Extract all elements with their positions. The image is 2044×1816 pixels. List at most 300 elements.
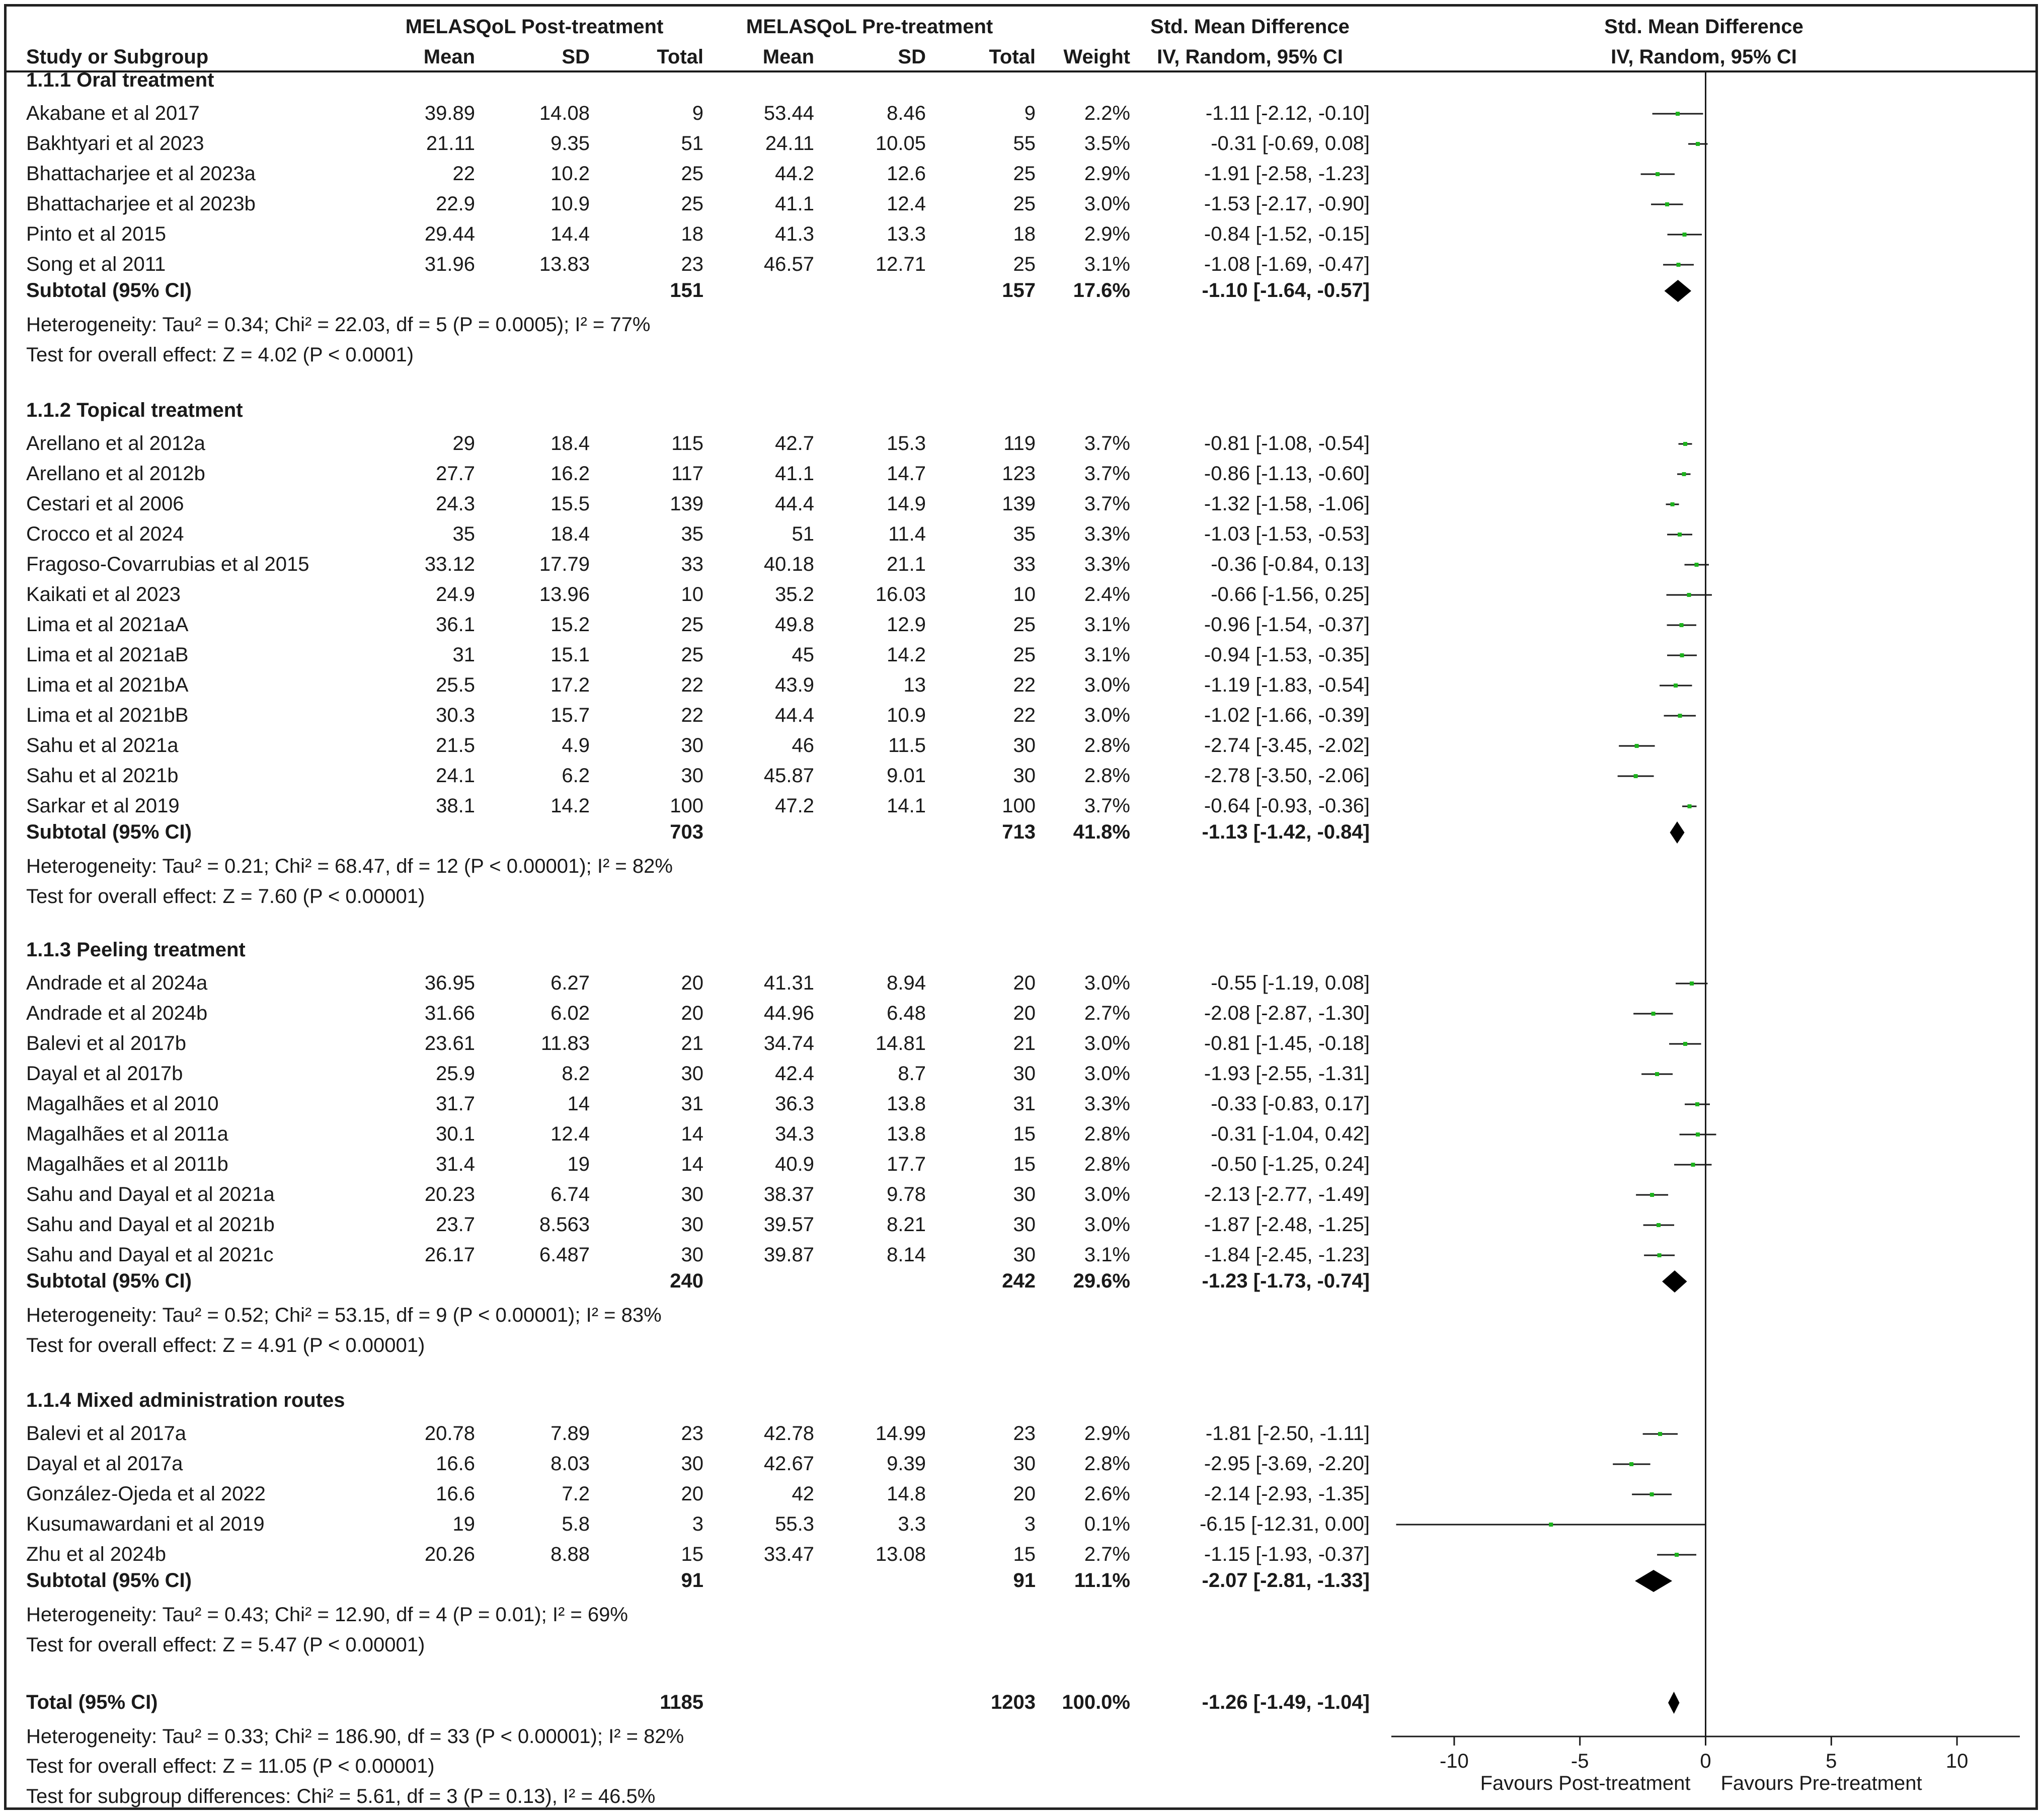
pre-total: 25 bbox=[1013, 253, 1036, 275]
post-mean: 31 bbox=[452, 644, 475, 666]
post-mean: 36.1 bbox=[436, 614, 475, 636]
study-name: Lima et al 2021bA bbox=[26, 674, 189, 696]
study-ci: -1.11 [-2.12, -0.10] bbox=[1205, 102, 1370, 124]
post-mean: 31.4 bbox=[436, 1153, 475, 1175]
study-name: Sahu and Dayal et al 2021a bbox=[26, 1183, 275, 1205]
study-name: Dayal et al 2017b bbox=[26, 1063, 183, 1085]
study-ci: -0.96 [-1.54, -0.37] bbox=[1204, 614, 1370, 636]
pre-sd: 14.81 bbox=[875, 1032, 926, 1054]
effect-point bbox=[1650, 1193, 1654, 1197]
pre-mean: 35.2 bbox=[775, 583, 814, 606]
pre-mean: 42.78 bbox=[763, 1422, 814, 1445]
post-sd: 14.08 bbox=[539, 102, 590, 124]
post-sd: 13.83 bbox=[539, 253, 590, 275]
post-mean: 23.7 bbox=[436, 1214, 475, 1236]
post-sd: 12.4 bbox=[551, 1123, 590, 1145]
pre-sd: 14.99 bbox=[875, 1422, 926, 1445]
study-name: Sarkar et al 2019 bbox=[26, 795, 180, 817]
study-name: Magalhães et al 2011b bbox=[26, 1153, 228, 1175]
post-sd: 9.35 bbox=[551, 132, 590, 155]
pre-sd: 16.03 bbox=[875, 583, 926, 606]
post-total: 30 bbox=[681, 765, 703, 787]
subtotal-weight: 11.1% bbox=[1074, 1569, 1130, 1592]
header-pre-mean: Mean bbox=[762, 46, 814, 68]
study-name: Sahu and Dayal et al 2021b bbox=[26, 1214, 275, 1236]
pre-sd: 14.1 bbox=[887, 795, 926, 817]
study-ci: -1.81 [-2.50, -1.11] bbox=[1205, 1422, 1370, 1445]
effect-point bbox=[1655, 1072, 1659, 1076]
header-method-plot: IV, Random, 95% CI bbox=[1611, 46, 1797, 68]
post-total: 23 bbox=[681, 253, 703, 275]
study-name: Dayal et al 2017a bbox=[26, 1453, 183, 1475]
pre-mean: 42 bbox=[792, 1483, 814, 1505]
study-name: Bhattacharjee et al 2023b bbox=[26, 193, 256, 215]
effect-point bbox=[1629, 1462, 1633, 1466]
post-sd: 4.9 bbox=[562, 734, 590, 756]
pre-sd: 14.2 bbox=[887, 644, 926, 666]
study-weight: 2.2% bbox=[1084, 102, 1130, 124]
effect-point bbox=[1680, 623, 1684, 627]
post-sd: 6.02 bbox=[551, 1002, 590, 1024]
study-ci: -1.87 [-2.48, -1.25] bbox=[1204, 1214, 1370, 1236]
study-ci: -2.14 [-2.93, -1.35] bbox=[1204, 1483, 1370, 1505]
subtotal-ci: -1.13 [-1.42, -0.84] bbox=[1202, 821, 1370, 843]
study-name: Andrade et al 2024b bbox=[26, 1002, 208, 1024]
pre-sd: 14.7 bbox=[887, 463, 926, 485]
post-sd: 8.2 bbox=[562, 1063, 590, 1085]
study-weight: 3.5% bbox=[1084, 132, 1130, 155]
post-mean: 39.89 bbox=[424, 102, 475, 124]
pre-total: 25 bbox=[1013, 644, 1036, 666]
post-sd: 8.03 bbox=[551, 1453, 590, 1475]
pre-mean: 34.74 bbox=[763, 1032, 814, 1054]
study-name: González-Ojeda et al 2022 bbox=[26, 1483, 266, 1505]
effect-point bbox=[1652, 1012, 1656, 1016]
study-name: Song et al 2011 bbox=[26, 253, 166, 275]
pre-total: 31 bbox=[1013, 1093, 1036, 1115]
subtotal-pre-total: 242 bbox=[1002, 1270, 1036, 1292]
post-sd: 17.79 bbox=[539, 553, 590, 575]
subgroup-title: 1.1.1 Oral treatment bbox=[26, 69, 214, 91]
post-sd: 18.4 bbox=[551, 432, 590, 455]
post-mean: 24.3 bbox=[436, 493, 475, 515]
heterogeneity-text: Heterogeneity: Tau² = 0.52; Chi² = 53.15, df = 9 (P < 0.00001); I² = 83% bbox=[26, 1304, 662, 1326]
pre-mean: 24.11 bbox=[765, 132, 814, 155]
post-sd: 10.2 bbox=[551, 163, 590, 185]
effect-point bbox=[1678, 714, 1682, 718]
pre-mean: 46 bbox=[792, 734, 814, 756]
post-total: 15 bbox=[681, 1543, 703, 1565]
header-smd-text: Std. Mean Difference bbox=[1150, 16, 1350, 38]
pre-sd: 9.39 bbox=[887, 1453, 926, 1475]
total-label: Total (95% CI) bbox=[26, 1691, 158, 1713]
effect-point bbox=[1683, 1042, 1687, 1046]
post-total: 18 bbox=[681, 223, 703, 245]
header-study: Study or Subgroup bbox=[26, 46, 209, 68]
study-ci: -1.32 [-1.58, -1.06] bbox=[1204, 493, 1370, 515]
post-sd: 11.83 bbox=[540, 1032, 590, 1054]
subtotal-weight: 17.6% bbox=[1073, 279, 1130, 301]
effect-point bbox=[1658, 1432, 1662, 1436]
study-weight: 3.1% bbox=[1084, 644, 1130, 666]
pre-sd: 17.7 bbox=[887, 1153, 926, 1175]
pre-total: 33 bbox=[1013, 553, 1036, 575]
effect-point bbox=[1683, 442, 1687, 446]
study-weight: 3.7% bbox=[1084, 493, 1130, 515]
post-sd: 15.7 bbox=[551, 704, 590, 726]
study-weight: 3.0% bbox=[1084, 1032, 1130, 1054]
post-mean: 22.9 bbox=[436, 193, 475, 215]
post-sd: 14.4 bbox=[551, 223, 590, 245]
total-ci: -1.26 [-1.49, -1.04] bbox=[1202, 1691, 1370, 1713]
post-sd: 5.8 bbox=[562, 1513, 590, 1535]
study-weight: 3.1% bbox=[1084, 1244, 1130, 1266]
subtotal-diamond bbox=[1665, 280, 1691, 302]
header-pre-sd: SD bbox=[898, 46, 926, 68]
subtotal-label: Subtotal (95% CI) bbox=[26, 279, 192, 301]
total-post-total: 1185 bbox=[660, 1691, 703, 1713]
post-total: 14 bbox=[681, 1153, 703, 1175]
study-ci: -1.93 [-2.55, -1.31] bbox=[1204, 1063, 1370, 1085]
study-weight: 2.7% bbox=[1084, 1543, 1130, 1565]
study-name: Lima et al 2021aA bbox=[26, 614, 189, 636]
study-ci: -1.03 [-1.53, -0.53] bbox=[1204, 523, 1370, 545]
header-post-total: Total bbox=[657, 46, 703, 68]
pre-mean: 38.37 bbox=[763, 1183, 814, 1205]
post-sd: 10.9 bbox=[551, 193, 590, 215]
post-total: 30 bbox=[681, 1183, 703, 1205]
pre-mean: 44.2 bbox=[775, 163, 814, 185]
study-weight: 2.9% bbox=[1084, 223, 1130, 245]
study-weight: 3.3% bbox=[1084, 523, 1130, 545]
pre-sd: 12.6 bbox=[887, 163, 926, 185]
study-ci: -0.31 [-0.69, 0.08] bbox=[1211, 132, 1370, 155]
study-name: Lima et al 2021aB bbox=[26, 644, 189, 666]
study-weight: 3.0% bbox=[1084, 1183, 1130, 1205]
study-weight: 3.0% bbox=[1084, 1063, 1130, 1085]
post-mean: 33.12 bbox=[424, 553, 475, 575]
post-total: 3 bbox=[692, 1513, 703, 1535]
post-sd: 18.4 bbox=[551, 523, 590, 545]
post-mean: 38.1 bbox=[436, 795, 475, 817]
post-mean: 20.23 bbox=[424, 1183, 475, 1205]
study-ci: -1.02 [-1.66, -0.39] bbox=[1204, 704, 1370, 726]
subtotal-pre-total: 157 bbox=[1002, 279, 1036, 301]
study-weight: 2.4% bbox=[1084, 583, 1130, 606]
total-weight: 100.0% bbox=[1062, 1691, 1130, 1713]
pre-sd: 10.05 bbox=[875, 132, 926, 155]
pre-mean: 44.4 bbox=[775, 704, 814, 726]
study-ci: -0.36 [-0.84, 0.13] bbox=[1211, 553, 1370, 575]
effect-point bbox=[1696, 1132, 1700, 1137]
study-weight: 2.9% bbox=[1084, 163, 1130, 185]
pre-sd: 6.48 bbox=[887, 1002, 926, 1024]
pre-total: 15 bbox=[1013, 1123, 1036, 1145]
pre-mean: 41.1 bbox=[775, 463, 814, 485]
pre-total: 23 bbox=[1013, 1422, 1036, 1445]
pre-total: 30 bbox=[1013, 765, 1036, 787]
pre-sd: 9.78 bbox=[887, 1183, 926, 1205]
post-sd: 8.88 bbox=[551, 1543, 590, 1565]
study-name: Pinto et al 2015 bbox=[26, 223, 166, 245]
study-name: Arellano et al 2012a bbox=[26, 432, 205, 455]
study-weight: 0.1% bbox=[1084, 1513, 1130, 1535]
subtotal-label: Subtotal (95% CI) bbox=[26, 1270, 192, 1292]
study-ci: -2.74 [-3.45, -2.02] bbox=[1204, 734, 1370, 756]
study-ci: -1.84 [-2.45, -1.23] bbox=[1204, 1244, 1370, 1266]
subtotal-post-total: 703 bbox=[670, 821, 703, 843]
study-weight: 3.1% bbox=[1084, 614, 1130, 636]
subgroup-title: 1.1.2 Topical treatment bbox=[26, 399, 243, 421]
study-weight: 3.7% bbox=[1084, 432, 1130, 455]
study-name: Fragoso-Covarrubias et al 2015 bbox=[26, 553, 309, 575]
study-ci: -2.95 [-3.69, -2.20] bbox=[1204, 1453, 1370, 1475]
pre-mean: 34.3 bbox=[775, 1123, 814, 1145]
post-mean: 29.44 bbox=[424, 223, 475, 245]
study-weight: 3.0% bbox=[1084, 704, 1130, 726]
post-mean: 36.95 bbox=[424, 972, 475, 994]
post-sd: 17.2 bbox=[551, 674, 590, 696]
overall-effect-text: Test for overall effect: Z = 4.02 (P < 0.0001) bbox=[26, 344, 414, 366]
pre-total: 25 bbox=[1013, 193, 1036, 215]
post-mean: 26.17 bbox=[424, 1244, 475, 1266]
effect-point bbox=[1696, 142, 1700, 146]
study-weight: 3.1% bbox=[1084, 253, 1130, 275]
post-total: 20 bbox=[681, 1002, 703, 1024]
study-ci: -0.33 [-0.83, 0.17] bbox=[1211, 1093, 1370, 1115]
pre-mean: 45 bbox=[792, 644, 814, 666]
post-mean: 22 bbox=[452, 163, 475, 185]
post-total: 30 bbox=[681, 1244, 703, 1266]
study-weight: 2.7% bbox=[1084, 1002, 1130, 1024]
subtotal-label: Subtotal (95% CI) bbox=[26, 1569, 192, 1592]
pre-sd: 8.46 bbox=[887, 102, 926, 124]
study-weight: 3.0% bbox=[1084, 193, 1130, 215]
header-weight: Weight bbox=[1063, 46, 1130, 68]
effect-point bbox=[1695, 563, 1699, 567]
effect-point bbox=[1634, 774, 1638, 778]
pre-total: 20 bbox=[1013, 972, 1036, 994]
pre-sd: 8.21 bbox=[887, 1214, 926, 1236]
pre-total: 18 bbox=[1013, 223, 1036, 245]
post-sd: 6.2 bbox=[562, 765, 590, 787]
post-sd: 13.96 bbox=[539, 583, 590, 606]
pre-total: 30 bbox=[1013, 1453, 1036, 1475]
effect-point bbox=[1690, 981, 1694, 986]
pre-sd: 12.4 bbox=[887, 193, 926, 215]
post-total: 9 bbox=[692, 102, 703, 124]
post-mean: 16.6 bbox=[436, 1453, 475, 1475]
subtotal-weight: 41.8% bbox=[1073, 821, 1130, 843]
pre-mean: 45.87 bbox=[763, 765, 814, 787]
pre-mean: 42.4 bbox=[775, 1063, 814, 1085]
study-weight: 3.0% bbox=[1084, 1214, 1130, 1236]
study-name: Magalhães et al 2010 bbox=[26, 1093, 219, 1115]
pre-sd: 8.14 bbox=[887, 1244, 926, 1266]
pre-total: 55 bbox=[1013, 132, 1036, 155]
study-ci: -0.66 [-1.56, 0.25] bbox=[1211, 583, 1370, 606]
post-mean: 30.3 bbox=[436, 704, 475, 726]
x-tick-label: -10 bbox=[1439, 1750, 1469, 1772]
pre-total: 25 bbox=[1013, 614, 1036, 636]
study-name: Kaikati et al 2023 bbox=[26, 583, 181, 606]
study-ci: -1.53 [-2.17, -0.90] bbox=[1204, 193, 1370, 215]
post-total: 25 bbox=[681, 644, 703, 666]
header-post-sd: SD bbox=[562, 46, 590, 68]
study-weight: 3.0% bbox=[1084, 972, 1130, 994]
study-weight: 3.7% bbox=[1084, 463, 1130, 485]
study-name: Arellano et al 2012b bbox=[26, 463, 205, 485]
effect-point bbox=[1671, 502, 1675, 506]
pre-total: 35 bbox=[1013, 523, 1036, 545]
study-name: Sahu and Dayal et al 2021c bbox=[26, 1244, 274, 1266]
subtotal-diamond bbox=[1635, 1570, 1672, 1592]
post-total: 20 bbox=[681, 1483, 703, 1505]
study-weight: 2.8% bbox=[1084, 1123, 1130, 1145]
study-name: Balevi et al 2017b bbox=[26, 1032, 187, 1054]
post-sd: 8.563 bbox=[539, 1214, 590, 1236]
subtotal-post-total: 151 bbox=[670, 279, 703, 301]
pre-total: 30 bbox=[1013, 1063, 1036, 1085]
pre-sd: 11.4 bbox=[888, 523, 926, 545]
pre-total: 20 bbox=[1013, 1002, 1036, 1024]
pre-mean: 46.57 bbox=[763, 253, 814, 275]
study-ci: -0.81 [-1.08, -0.54] bbox=[1204, 432, 1370, 455]
study-weight: 3.3% bbox=[1084, 1093, 1130, 1115]
pre-sd: 12.71 bbox=[875, 253, 926, 275]
subtotal-post-total: 91 bbox=[681, 1569, 703, 1592]
pre-mean: 33.47 bbox=[763, 1543, 814, 1565]
study-name: Lima et al 2021bB bbox=[26, 704, 189, 726]
study-name: Bakhtyari et al 2023 bbox=[26, 132, 204, 155]
header-smd-plot: Std. Mean Difference bbox=[1604, 16, 1803, 38]
pre-sd: 13.8 bbox=[887, 1093, 926, 1115]
subtotal-ci: -2.07 [-2.81, -1.33] bbox=[1202, 1569, 1370, 1592]
subtotal-diamond bbox=[1670, 821, 1685, 844]
subtotal-pre-total: 713 bbox=[1002, 821, 1036, 843]
pre-total: 21 bbox=[1013, 1032, 1036, 1054]
post-total: 115 bbox=[671, 432, 703, 455]
study-ci: -0.64 [-0.93, -0.36] bbox=[1204, 795, 1370, 817]
pre-sd: 13.3 bbox=[887, 223, 926, 245]
post-mean: 23.61 bbox=[424, 1032, 475, 1054]
subgroup-title: 1.1.4 Mixed administration routes bbox=[26, 1389, 345, 1411]
effect-point bbox=[1680, 653, 1684, 657]
study-ci: -0.86 [-1.13, -0.60] bbox=[1204, 463, 1370, 485]
study-weight: 3.7% bbox=[1084, 795, 1130, 817]
effect-point bbox=[1691, 1163, 1695, 1167]
pre-sd: 12.9 bbox=[887, 614, 926, 636]
study-weight: 3.0% bbox=[1084, 674, 1130, 696]
effect-point bbox=[1695, 1102, 1699, 1106]
header-post-mean: Mean bbox=[423, 46, 475, 68]
heterogeneity-text: Heterogeneity: Tau² = 0.21; Chi² = 68.47, df = 12 (P < 0.00001); I² = 82% bbox=[26, 855, 673, 877]
effect-point bbox=[1549, 1523, 1553, 1527]
study-ci: -1.19 [-1.83, -0.54] bbox=[1204, 674, 1370, 696]
pre-total: 15 bbox=[1013, 1153, 1036, 1175]
study-ci: -1.91 [-2.58, -1.23] bbox=[1204, 163, 1370, 185]
pre-total: 22 bbox=[1013, 704, 1036, 726]
effect-point bbox=[1682, 472, 1686, 476]
post-total: 51 bbox=[681, 132, 703, 155]
pre-mean: 42.7 bbox=[775, 432, 814, 455]
pre-mean: 36.3 bbox=[775, 1093, 814, 1115]
post-sd: 19 bbox=[567, 1153, 590, 1175]
study-name: Sahu et al 2021a bbox=[26, 734, 179, 756]
total-diamond bbox=[1668, 1692, 1679, 1714]
pre-mean: 43.9 bbox=[775, 674, 814, 696]
x-tick-label: 10 bbox=[1945, 1750, 1969, 1772]
post-total: 14 bbox=[681, 1123, 703, 1145]
post-sd: 14 bbox=[567, 1093, 590, 1115]
pre-total: 100 bbox=[1002, 795, 1036, 817]
post-mean: 21.5 bbox=[436, 734, 475, 756]
post-total: 31 bbox=[681, 1093, 703, 1115]
post-total: 22 bbox=[681, 674, 703, 696]
post-total: 117 bbox=[671, 463, 703, 485]
post-mean: 24.9 bbox=[436, 583, 475, 606]
post-total: 10 bbox=[681, 583, 703, 606]
study-weight: 2.6% bbox=[1084, 1483, 1130, 1505]
study-name: Sahu et al 2021b bbox=[26, 765, 179, 787]
post-mean: 20.78 bbox=[424, 1422, 475, 1445]
effect-point bbox=[1635, 744, 1639, 748]
study-name: Akabane et al 2017 bbox=[26, 102, 200, 124]
study-ci: -0.31 [-1.04, 0.42] bbox=[1211, 1123, 1370, 1145]
pre-total: 30 bbox=[1013, 1244, 1036, 1266]
post-total: 25 bbox=[681, 163, 703, 185]
study-weight: 2.8% bbox=[1084, 734, 1130, 756]
pre-sd: 8.7 bbox=[898, 1063, 926, 1085]
study-name: Magalhães et al 2011a bbox=[26, 1123, 228, 1145]
pre-total: 30 bbox=[1013, 1183, 1036, 1205]
post-total: 139 bbox=[670, 493, 703, 515]
post-total: 30 bbox=[681, 1063, 703, 1085]
pre-sd: 11.5 bbox=[888, 734, 926, 756]
post-sd: 14.2 bbox=[551, 795, 590, 817]
post-mean: 31.96 bbox=[424, 253, 475, 275]
pre-total: 3 bbox=[1024, 1513, 1036, 1535]
total-pre-total: 1203 bbox=[991, 1691, 1036, 1713]
pre-mean: 51 bbox=[792, 523, 814, 545]
pre-total: 22 bbox=[1013, 674, 1036, 696]
pre-sd: 13.08 bbox=[875, 1543, 926, 1565]
header-pre-total: Total bbox=[989, 46, 1036, 68]
pre-sd: 13.8 bbox=[887, 1123, 926, 1145]
study-ci: -0.94 [-1.53, -0.35] bbox=[1204, 644, 1370, 666]
post-total: 30 bbox=[681, 1453, 703, 1475]
x-tick-label: 0 bbox=[1700, 1750, 1711, 1772]
pre-total: 30 bbox=[1013, 734, 1036, 756]
post-total: 33 bbox=[681, 553, 703, 575]
pre-mean: 39.87 bbox=[763, 1244, 814, 1266]
post-mean: 25.9 bbox=[436, 1063, 475, 1085]
post-mean: 19 bbox=[452, 1513, 475, 1535]
pre-total: 15 bbox=[1013, 1543, 1036, 1565]
post-mean: 24.1 bbox=[436, 765, 475, 787]
study-ci: -1.15 [-1.93, -0.37] bbox=[1204, 1543, 1370, 1565]
post-sd: 16.2 bbox=[551, 463, 590, 485]
effect-point bbox=[1665, 202, 1669, 206]
post-sd: 15.2 bbox=[551, 614, 590, 636]
pre-sd: 8.94 bbox=[887, 972, 926, 994]
effect-point bbox=[1657, 1223, 1661, 1227]
post-total: 30 bbox=[681, 1214, 703, 1236]
study-name: Andrade et al 2024a bbox=[26, 972, 208, 994]
heterogeneity-text: Heterogeneity: Tau² = 0.43; Chi² = 12.90, df = 4 (P = 0.01); I² = 69% bbox=[26, 1604, 628, 1626]
post-sd: 15.1 bbox=[551, 644, 590, 666]
effect-point bbox=[1683, 233, 1687, 237]
